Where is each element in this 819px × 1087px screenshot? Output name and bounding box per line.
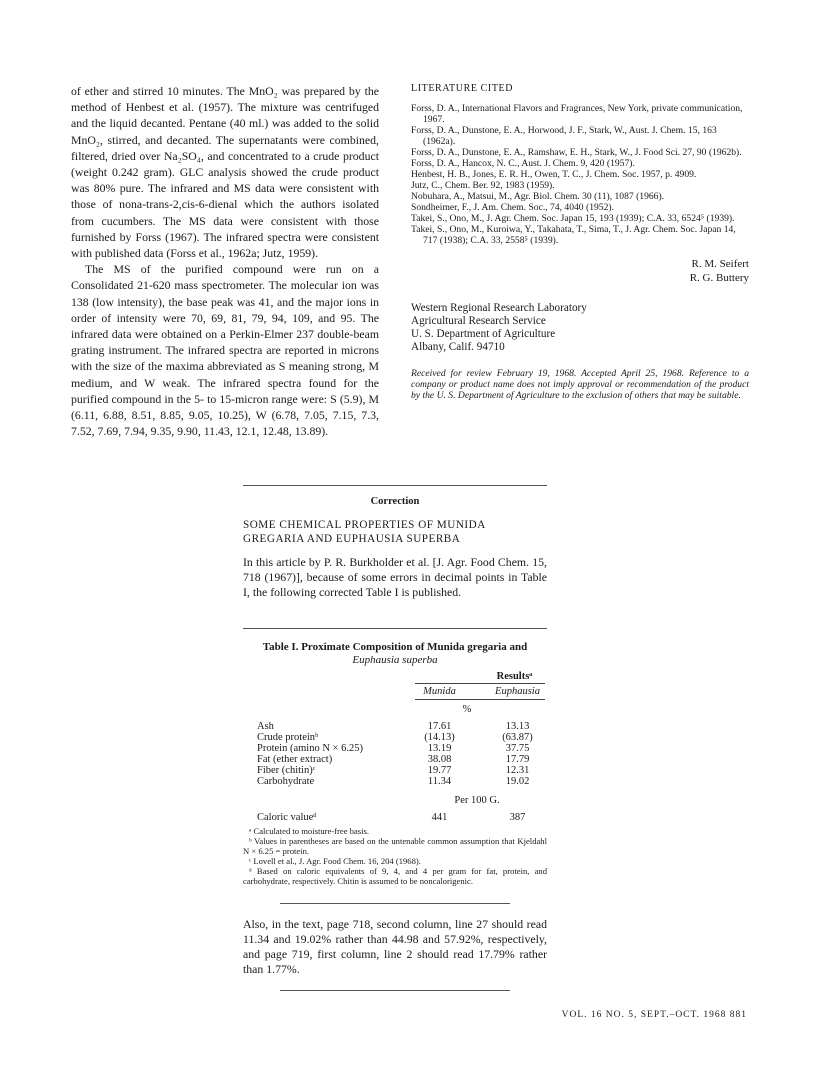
table-footnotes <box>243 826 547 886</box>
munida-value: 17.61 <box>427 721 452 732</box>
unit-row <box>257 795 547 807</box>
correction-intro: In this article by P. R. Burkholder et al. [J. Agr. Food Chem. 15, 718 (1967)], because of some errors in decimal points in Table I, the following corrected Table I is published. <box>243 555 547 599</box>
footnote: ᵈ Based on caloric equivalents of 9, 4, and 4 per gram for fat, protein, and carbohydrate, respectively. Chitin is assumed to be noncalorigenic. <box>243 866 547 886</box>
end-rule <box>280 990 510 991</box>
table-top-rule <box>243 628 547 629</box>
correction-title: SOME CHEMICAL PROPERTIES OF MUNIDA GREGARIA AND EUPHAUSIA SUPERBA <box>243 519 486 545</box>
address-line: U. S. Department of Agriculture <box>411 328 556 340</box>
results-header: Resultsᵃ <box>496 671 533 682</box>
caloric-row <box>257 812 547 824</box>
euphausia-value: 12.31 <box>505 765 530 776</box>
left-column <box>71 83 379 439</box>
column-header-row <box>257 686 547 698</box>
munida-value: 11.34 <box>427 776 452 787</box>
reference-item: Forss, D. A., Hancox, N. C., Aust. J. Chem. 9, 420 (1957). <box>411 158 635 169</box>
column-header-euphausia: Euphausia <box>495 686 540 697</box>
body-paragraph-1: of ether and stirred 10 minutes. The MnO₂ was prepared by the method of Henbest et al. (1957). The mixture was centrifuged and the liquid decanted. Pentane (40 ml.) was added to the solid MnO₂, stirred, and decanted. The supernatants were combined, filtered, dried over Na₂SO₄, and concentrated to a crude product (weight 0.242 gram). GLC analysis showed the crude product was 80% pure. The infrared and MS data were consistent with those of nona-trans-2,cis-6-dienal which the authors isolated from cucumbers. The MS data were consistent with those furnished by Forss (1967). The infrared spectra were consistent with published data (Forss et al., 1962a; Jutz, 1959). <box>71 84 379 261</box>
footnote: ᵇ Values in parentheses are based on the untenable common assumption that Kjeldahl N × 6.25 = protein. <box>243 836 547 856</box>
euphausia-value: (63.87) <box>502 732 533 743</box>
correction-closing <box>243 917 547 977</box>
correction-closing-text: Also, in the text, page 718, second column, line 27 should read 11.34 and 19.02% rather than 44.98 and 57.92%, respectively, and page 719, first column, line 2 should read 17.79% rather than 1.77%. <box>243 917 547 976</box>
table-caption-line: Euphausia superba <box>352 654 438 666</box>
table-header-row <box>257 671 547 683</box>
address-line: Agricultural Research Service <box>411 315 546 327</box>
reference-item: Henbest, H. B., Jones, E. R. H., Owen, T. C., J. Chem. Soc. 1957, p. 4909. <box>411 169 697 180</box>
footnote: ᶜ Lovell et al., J. Agr. Food Chem. 16, 204 (1968). <box>249 856 421 866</box>
section-divider <box>243 485 547 486</box>
euphausia-value: 37.75 <box>505 743 530 754</box>
reference-item: Jutz, C., Chem. Ber. 92, 1983 (1959). <box>411 180 555 191</box>
row-label: Caloric valueᵈ <box>257 812 317 823</box>
column-header-munida: Munida <box>423 686 456 697</box>
euphausia-value: 13.13 <box>505 721 530 732</box>
euphausia-value: 17.79 <box>505 754 530 765</box>
received-note: Received for review February 19, 1968. Accepted April 25, 1968. Reference to a company or product name does not imply approval or recommendation of the product by the U. S. Department of Agriculture to the exclusion of others that may be suitable. <box>411 368 749 401</box>
affiliation-address <box>411 302 749 354</box>
munida-value: 441 <box>431 812 448 823</box>
munida-value: 38.08 <box>427 754 452 765</box>
body-paragraph-2: The MS of the purified compound were run on a Consolidated 21-620 mass spectrometer. The molecular ion was 138 (low intensity), the base peak was 41, and the major ions in order of intensity were 70, 69, 81, 79, 94, 109, and 95. The infrared data were obtained on a Perkin-Elmer 237 double-beam grating instrument. The infrared spectra are reported in microns with the size of the maxima abbreviated as S meaning strong, M medium, and W weak. The infrared spectra found for the purified compound in the 5- to 15-micron range were: S (5.9), M (6.11, 6.88, 8.51, 8.85, 9.05, 10.25), W (6.78, 7.05, 7.15, 7.3, 7.52, 7.69, 7.94, 9.35, 9.90, 11.43, 12.1, 12.48, 13.89). <box>71 262 379 439</box>
reference-list <box>411 103 749 246</box>
table-row <box>257 776 547 788</box>
table-caption-line: Table I. Proximate Composition of Munida gregaria and <box>262 641 528 653</box>
munida-value: (14.13) <box>424 732 455 743</box>
euphausia-value: 19.02 <box>505 776 530 787</box>
table-caption <box>243 641 547 667</box>
reference-item: Takei, S., Ono, M., J. Agr. Chem. Soc. Japan 15, 193 (1939); C.A. 33, 6524⁵ (1939). <box>411 213 735 224</box>
unit-row <box>257 704 547 716</box>
reference-item: Forss, D. A., Dunstone, E. A., Horwood, J. F., Stark, W., Aust. J. Chem. 15, 163 (1962a). <box>411 125 717 147</box>
reference-item: Forss, D. A., Dunstone, E. A., Ramshaw, E. H., Stark, W., J. Food Sci. 27, 90 (1962b). <box>411 147 742 158</box>
author-name: R. G. Buttery <box>689 272 749 284</box>
reference-item: Nobuhara, A., Matsui, M., Agr. Biol. Chem. 30 (11), 1087 (1966). <box>411 191 665 202</box>
author-name: R. M. Seifert <box>691 258 749 270</box>
reference-item: Forss, D. A., International Flavors and Fragrances, New York, private communication, 1967. <box>411 103 743 125</box>
percent-unit: % <box>462 704 472 715</box>
row-label: Fiber (chitin)ᶜ <box>257 765 316 776</box>
row-label: Ash <box>257 721 274 732</box>
row-label: Fat (ether extract) <box>257 754 333 765</box>
address-line: Western Regional Research Laboratory <box>411 302 587 314</box>
reference-item: Sondheimer, F., J. Am. Chem. Soc., 74, 4040 (1952). <box>411 202 614 213</box>
correction-section <box>243 496 547 600</box>
right-column <box>411 83 749 411</box>
correction-heading: Correction <box>370 496 420 507</box>
table-bottom-rule <box>280 903 510 904</box>
author-block <box>411 257 749 285</box>
munida-value: 13.19 <box>427 743 452 754</box>
footnote: ᵃ Calculated to moisture-free basis. <box>249 826 369 836</box>
row-label: Protein (amino N × 6.25) <box>257 743 363 754</box>
per-100g-unit: Per 100 G. <box>454 795 500 806</box>
literature-cited-heading: LITERATURE CITED <box>411 83 514 94</box>
header-rule <box>415 699 545 700</box>
row-label: Crude proteinᵇ <box>257 732 319 743</box>
reference-item: Takei, S., Ono, M., Kuroiwa, Y., Takahata, T., Sima, T., J. Agr. Chem. Soc. Japan 14, 717 (1938); C.A. 33, 2558⁵ (1939). <box>411 224 736 246</box>
row-label: Carbohydrate <box>257 776 315 787</box>
euphausia-value: 387 <box>509 812 526 823</box>
header-rule <box>415 683 545 684</box>
page-footer: VOL. 16 NO. 5, SEPT.–OCT. 1968 881 <box>561 1010 747 1020</box>
munida-value: 19.77 <box>427 765 452 776</box>
address-line: Albany, Calif. 94710 <box>411 341 505 353</box>
